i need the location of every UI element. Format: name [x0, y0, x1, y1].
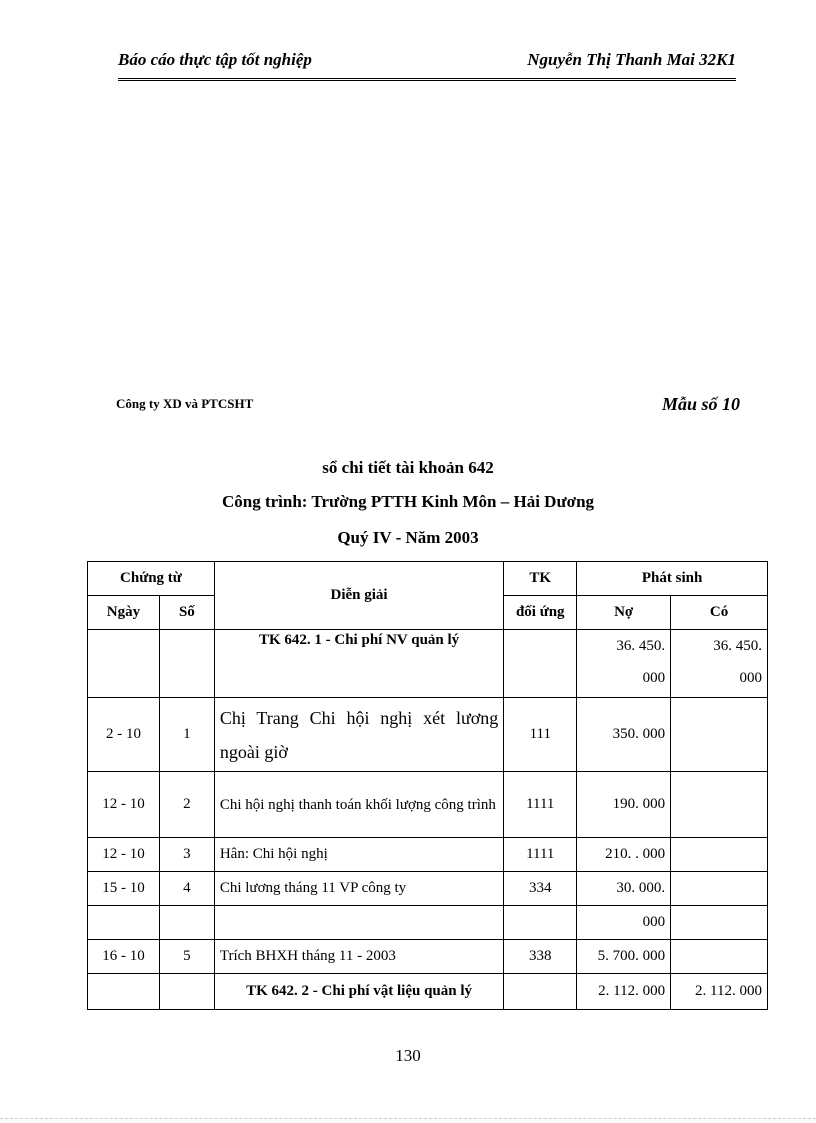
cell-debit: 210. . 000 [577, 838, 671, 872]
ledger-table [87, 561, 768, 1010]
cell-number [159, 974, 214, 1010]
date-header: Ngày [88, 596, 160, 630]
cell-description: Chi hội nghị thanh toán khối lượng công trình [214, 772, 503, 838]
cell-number: 3 [159, 838, 214, 872]
cell-date [88, 630, 160, 698]
cell-description: TK 642. 1 - Chi phí NV quản lý [214, 630, 503, 698]
cell-date: 15 - 10 [88, 872, 160, 906]
page-header [118, 48, 736, 81]
cell-credit [671, 698, 768, 772]
table-row [88, 698, 768, 772]
credit-line-1: 36. 450. [713, 638, 762, 654]
credit-line-2: 000 [739, 670, 762, 686]
debit-line-1: 36. 450. [616, 638, 666, 654]
cell-description: Chi lương tháng 11 VP công ty [214, 872, 503, 906]
cell-date: 12 - 10 [88, 772, 160, 838]
account-header: TK [504, 562, 577, 596]
cell-debit: 30. 000. [577, 872, 671, 906]
cell-date: 16 - 10 [88, 940, 160, 974]
cell-number [159, 630, 214, 698]
cell-description [214, 906, 503, 940]
cell-number [159, 906, 214, 940]
table-row [88, 772, 768, 838]
cell-account [504, 974, 577, 1010]
cell-account: 1111 [504, 838, 577, 872]
cell-date: 12 - 10 [88, 838, 160, 872]
cell-credit [671, 630, 768, 698]
cell-date [88, 974, 160, 1010]
cell-debit: 350. 000 [577, 698, 671, 772]
number-header: Số [159, 596, 214, 630]
voucher-header: Chứng từ [88, 562, 215, 596]
cell-description: Chị Trang Chi hội nghị xét lương ngoài giờ [214, 698, 503, 772]
report-title: Báo cáo thực tập tốt nghiệp [118, 50, 312, 69]
table-row [88, 906, 768, 940]
debit-line-2: 000 [642, 670, 666, 686]
header-row-1 [88, 562, 768, 596]
cell-account: 334 [504, 872, 577, 906]
cell-account [504, 906, 577, 940]
cell-number: 5 [159, 940, 214, 974]
cell-account: 338 [504, 940, 577, 974]
form-number: Mẫu số 10 [661, 394, 740, 414]
description-header: Diễn giải [214, 562, 503, 630]
cell-credit [671, 940, 768, 974]
ledger-title: sổ chi tiết tài khoản 642 [322, 458, 494, 477]
cell-account: 111 [504, 698, 577, 772]
cell-account [504, 630, 577, 698]
cell-description: Trích BHXH tháng 11 - 2003 [214, 940, 503, 974]
table-row [88, 872, 768, 906]
account-header-2: đối ứng [504, 596, 577, 630]
project-title: Công trình: Trường PTTH Kinh Môn – Hải Dương [221, 492, 595, 511]
company-name: Công ty XD và PTCSHT [116, 396, 254, 411]
credit-header: Có [671, 596, 768, 630]
footer-divider [0, 1118, 816, 1119]
table-row [88, 630, 768, 698]
cell-credit [671, 838, 768, 872]
cell-debit: 190. 000 [577, 772, 671, 838]
cell-debit: 2. 112. 000 [577, 974, 671, 1010]
cell-credit [671, 772, 768, 838]
cell-number: 4 [159, 872, 214, 906]
cell-debit: 000 [577, 906, 671, 940]
author-name: Nguyễn Thị Thanh Mai 32K1 [527, 50, 736, 69]
period-title: Quý IV - Năm 2003 [337, 528, 479, 547]
cell-date: 2 - 10 [88, 698, 160, 772]
cell-account: 1111 [504, 772, 577, 838]
cell-number: 1 [159, 698, 214, 772]
cell-description: Hân: Chi hội nghị [214, 838, 503, 872]
page-number: 130 [395, 1046, 421, 1065]
table-row [88, 838, 768, 872]
cell-credit [671, 872, 768, 906]
cell-number: 2 [159, 772, 214, 838]
cell-debit: 5. 700. 000 [577, 940, 671, 974]
table-row [88, 940, 768, 974]
cell-debit [577, 630, 671, 698]
cell-description: TK 642. 2 - Chi phí vật liệu quản lý [214, 974, 503, 1010]
cell-date [88, 906, 160, 940]
arising-header: Phát sinh [577, 562, 768, 596]
cell-credit: 2. 112. 000 [671, 974, 768, 1010]
cell-credit [671, 906, 768, 940]
debit-header: Nợ [577, 596, 671, 630]
table-row [88, 974, 768, 1010]
